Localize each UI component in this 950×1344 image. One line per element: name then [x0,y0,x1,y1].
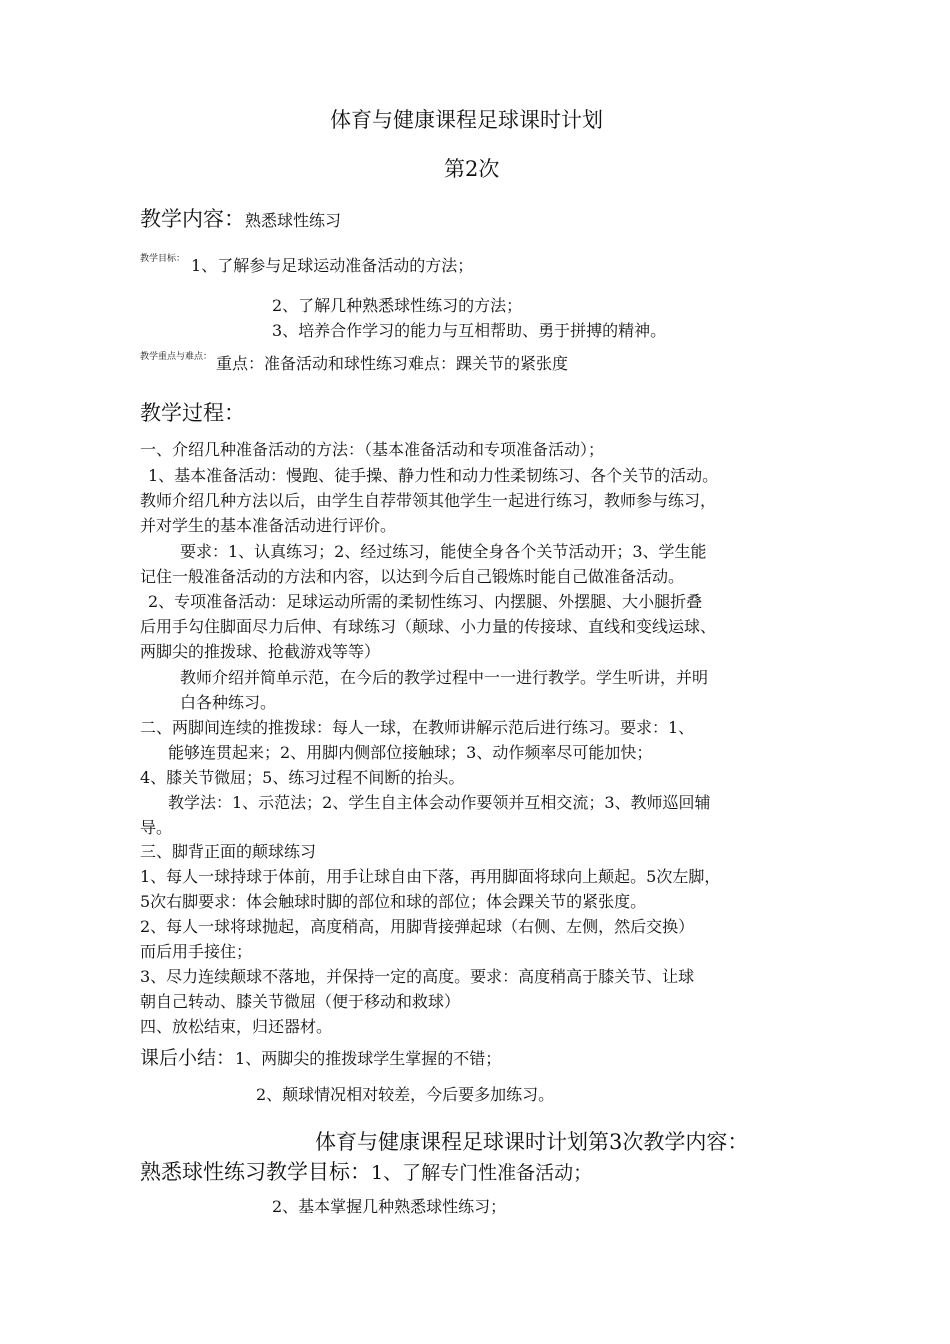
goals-label: 教学目标： [140,254,186,264]
summary-item: 1、两脚尖的推拨球学生掌握的不错； [235,1049,502,1068]
process-line: 朝自己转动、膝关节微屈（便于移动和救球） [140,992,461,1011]
process-line: 导。 [140,818,173,837]
session-number: 第2次 [444,157,500,181]
process-line: 2、每人一球将球抛起，高度稍高，用脚背接弹起球（右侧、左侧，然后交换） [140,917,695,936]
key-label: 教学重点与难点： [140,352,213,362]
process-line: 两脚尖的推拨球、抢截游戏等等） [140,642,381,661]
process-line: 3、尽力连续颠球不落地，并保持一定的高度。要求：高度稍高于膝关节、让球 [140,967,695,986]
next-plan-heading: 体育与健康课程足球课时计划第3次教学内容： [315,1130,749,1154]
process-line: 4、膝关节微屈；5、练习过程不间断的抬头。 [140,768,465,787]
page-title: 体育与健康课程足球课时计划 [330,108,603,132]
process-line: 1、每人一球持球于体前，用手让球自由下落，再用脚面将球向上颠起。5次左脚， [140,867,721,886]
process-line: 记住一般准备活动的方法和内容，以达到今后自己锻炼时能自己做准备活动。 [140,567,685,586]
summary-label: 课后小结： [140,1047,236,1069]
process-line: 教学法：1、示范法；2、学生自主体会动作要领并互相交流；3、教师巡回辅 [168,793,711,812]
process-line: 二、两脚间连续的推拨球：每人一球，在教师讲解示范后进行练习。要求：1、 [140,718,695,737]
process-line: 三、脚背正面的颠球练习 [140,842,317,861]
process-line: 1、基本准备活动：慢跑、徒手操、静力性和动力性柔韧练习、各个关节的活动。 [148,466,719,485]
goal-item: 3、培养合作学习的能力与互相帮助、勇于拼搏的精神。 [272,321,667,340]
process-line: 四、放松结束，归还器材。 [140,1017,333,1036]
process-line: 并对学生的基本准备活动进行评价。 [140,516,397,535]
process-line: 能够连贯起来；2、用脚内侧部位接触球；3、动作频率尽可能加快； [168,743,653,762]
content-label: 教学内容： [140,207,245,231]
summary-item: 2、颠球情况相对较差，今后要多加练习。 [256,1085,555,1104]
goal-item: 1、了解参与足球运动准备活动的方法； [191,256,474,275]
goal-item: 2、了解几种熟悉球性练习的方法； [272,296,523,315]
content-row [140,207,341,232]
next-plan-row [140,1160,592,1185]
next-plan-content: 熟悉球性练习教学目标： [140,1160,371,1184]
process-line: 教师介绍几种方法以后，由学生自荐带领其他学生一起进行练习，教师参与练习， [140,491,717,510]
process-heading: 教学过程： [140,401,245,425]
goals-row [140,256,473,275]
process-line: 而后用手接住； [140,942,253,961]
next-plan-goal: 1、了解专门性准备活动； [371,1162,593,1184]
process-line: 5次右脚要求：体会触球时脚的部位和球的部位；体会踝关节的紧张度。 [140,892,647,911]
process-line: 后用手勾住脚面尽力后伸、有球练习（颠球、小力量的传接球、直线和变线运球、 [140,617,717,636]
content-value: 熟悉球性练习 [245,211,342,230]
next-plan-goal: 2、基本掌握几种熟悉球性练习； [272,1197,507,1216]
key-row [140,354,568,373]
process-line: 要求：1、认真练习；2、经过练习，能使全身各个关节活动开；3、学生能 [180,542,707,561]
process-line: 一、介绍几种准备活动的方法：（基本准备活动和专项准备活动）； [140,440,605,459]
process-line: 2、专项准备活动：足球运动所需的柔韧性练习、内摆腿、外摆腿、大小腿折叠 [148,592,703,611]
process-line: 白各种练习。 [180,693,277,712]
summary-row [140,1047,501,1070]
key-value: 重点：准备活动和球性练习难点：踝关节的紧张度 [216,354,569,373]
process-line: 教师介绍并简单示范，在今后的教学过程中一一进行教学。学生听讲，并明 [180,668,709,687]
